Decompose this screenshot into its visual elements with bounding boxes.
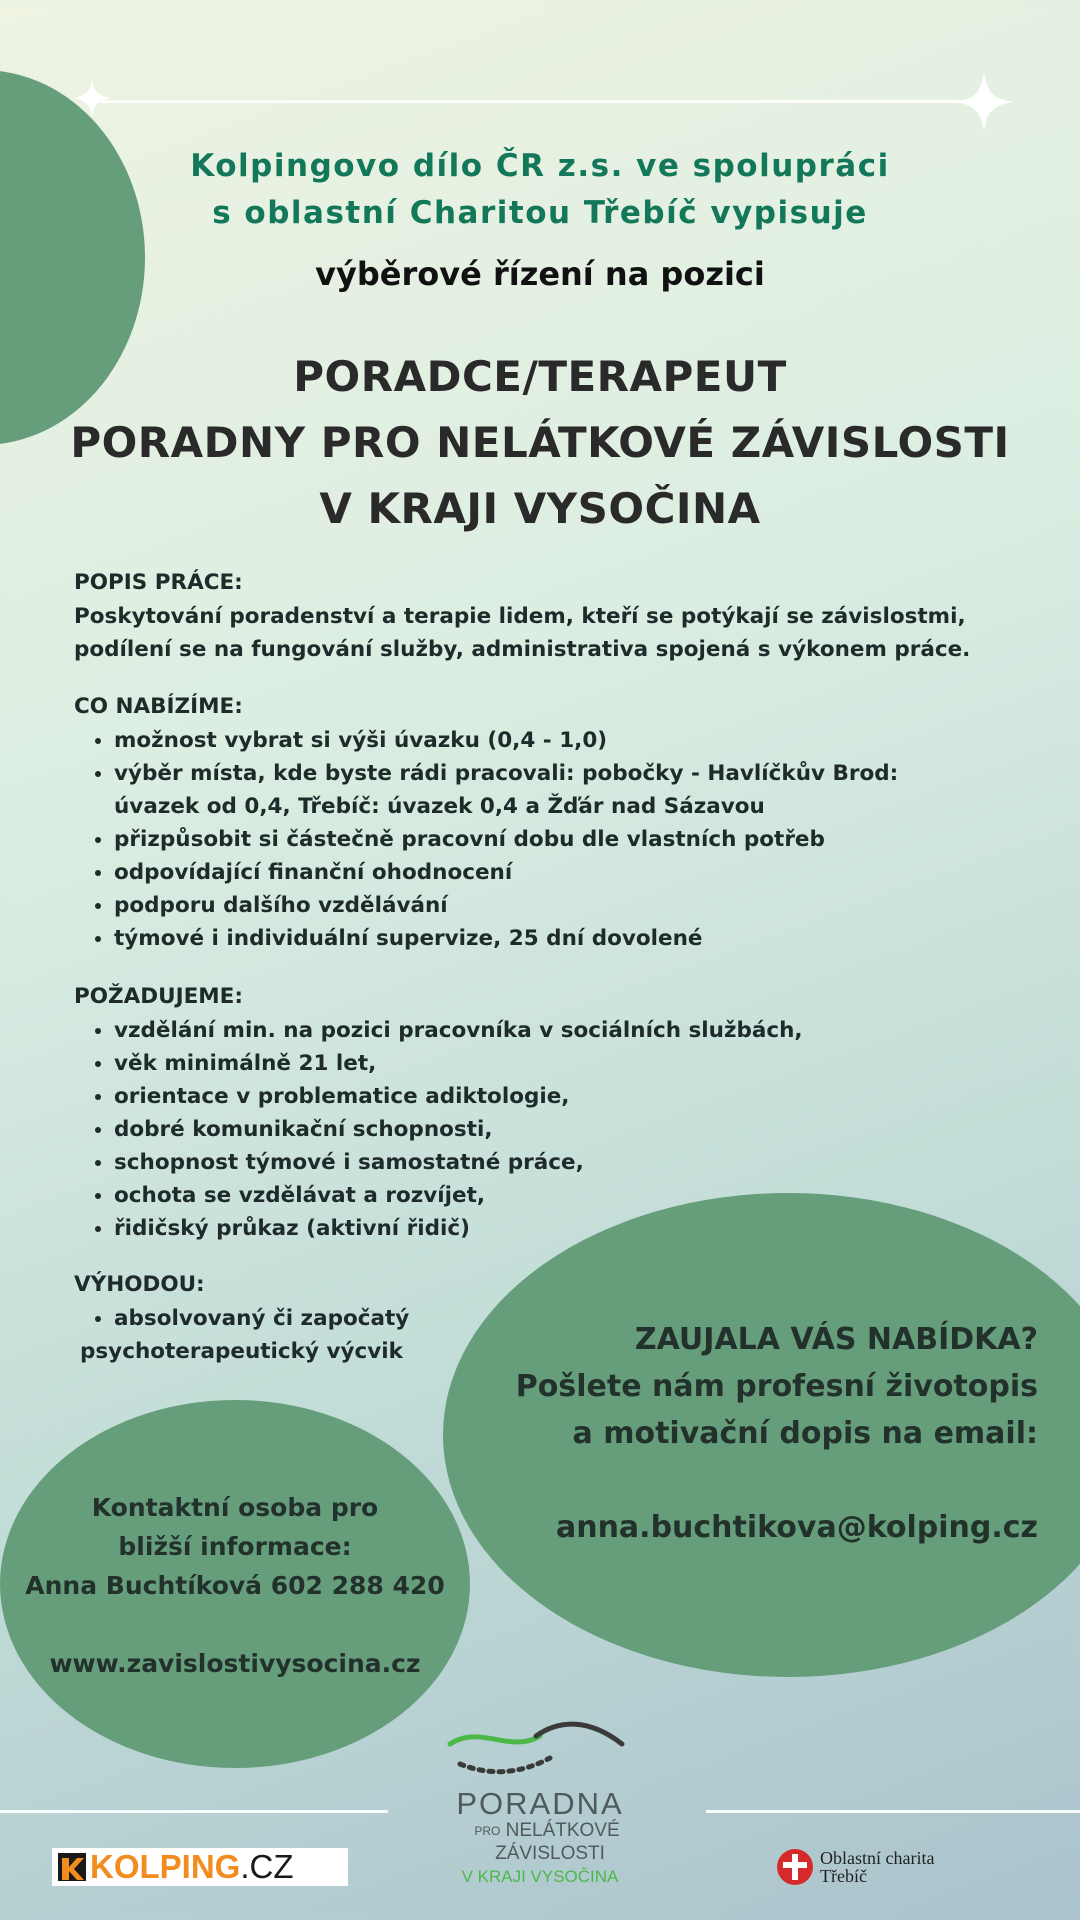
sparkle-icon [72, 78, 112, 118]
cta-line-2: Pošlete nám profesní životopis [515, 1369, 1038, 1404]
charita-cross-icon [776, 1848, 814, 1886]
requirement-item: • vzdělání min. na pozici pracovníka v sociálních službách, [114, 1014, 803, 1047]
kolping-tld: .CZ [240, 1848, 294, 1885]
poradna-wave-icon [440, 1714, 640, 1784]
offer-item [114, 757, 898, 823]
contact-line-1: Kontaktní osoba pro [91, 1493, 379, 1522]
organization-title [0, 143, 1080, 237]
requirement-item: • věk minimálně 21 let, [114, 1047, 803, 1080]
poradna-line-4: V KRAJI VYSOČINA [461, 1867, 619, 1887]
cta-line-3: a motivační dopis na email: [572, 1416, 1038, 1451]
requirements-section [74, 980, 803, 1245]
advantage-item: • absolvovaný či započatý [114, 1302, 409, 1335]
advantage-list [74, 1302, 409, 1335]
footer-divider-left [0, 1810, 388, 1813]
offer-item-line: úvazek od 0,4, Třebíč: úvazek 0,4 a Žďár nad Sázavou [114, 794, 765, 819]
requirement-item: • řidičský průkaz (aktivní řidič) [114, 1212, 803, 1245]
org-line-2: s oblastní Charitou Třebíč vypisuje [212, 195, 868, 231]
contact-line-2: bližší informace: [118, 1532, 352, 1561]
sparkle-icon [954, 72, 1014, 132]
offer-item: • podporu dalšího vzdělávání [114, 889, 898, 922]
offer-heading: CO NABÍZÍME: [74, 694, 243, 719]
position-line-2: PORADNY PRO NELÁTKOVÉ ZÁVISLOSTI [70, 418, 1010, 467]
org-line-1: Kolpingovo dílo ČR z.s. ve spolupráci [190, 148, 890, 184]
charita-logo [776, 1848, 934, 1886]
poradna-line-2: NELÁTKOVÉ [505, 1820, 620, 1842]
position-line-1: PORADCE/TERAPEUT [293, 352, 787, 401]
poradna-pro: PRO [474, 1824, 501, 1838]
position-line-3: V KRAJI VYSOČINA [319, 484, 761, 533]
kolping-logo [52, 1848, 348, 1886]
contact-email-link[interactable]: anna.buchtikova@kolping.cz [555, 1510, 1038, 1545]
top-divider [100, 100, 980, 103]
kolping-k-icon [58, 1853, 86, 1881]
job-description-line-1: Poskytování poradenství a terapie lidem, kteří se potýkají se závislostmi, [74, 604, 966, 629]
contact-person: Anna Buchtíková 602 288 420 [25, 1571, 445, 1600]
contact-info [0, 1488, 470, 1683]
offer-section [74, 690, 898, 955]
offer-item: • týmové i individuální supervize, 25 dní dovolené [114, 922, 898, 955]
offer-item: • odpovídající finanční ohodnocení [114, 856, 898, 889]
requirement-item: • orientace v problematice adiktologie, [114, 1080, 803, 1113]
requirements-heading: POŽADUJEME: [74, 984, 243, 1009]
job-description-heading: POPIS PRÁCE: [74, 570, 243, 595]
advantage-item-continuation: psychoterapeutický výcvik [80, 1339, 403, 1364]
kolping-name: KOLPING [90, 1848, 241, 1885]
call-to-action [516, 1316, 1038, 1551]
requirement-item: • schopnost týmové i samostatné práce, [114, 1146, 803, 1179]
poradna-name: PORADNA [456, 1786, 624, 1821]
cta-line-1: ZAUJALA VÁS NABÍDKA? [634, 1322, 1038, 1357]
job-description-line-2: podílení se na fungování služby, administrativa spojená s výkonem práce. [74, 637, 971, 662]
offer-list [74, 724, 898, 955]
footer-divider-right [706, 1810, 1080, 1813]
advantage-section [74, 1268, 409, 1368]
requirement-item: • ochota se vzdělávat a rozvíjet, [114, 1179, 803, 1212]
website-link[interactable]: www.zavislostivysocina.cz [49, 1649, 421, 1678]
offer-item: • možnost vybrat si výši úvazku (0,4 - 1,0) [114, 724, 898, 757]
requirement-item: • dobré komunikační schopnosti, [114, 1113, 803, 1146]
position-title [0, 344, 1080, 542]
charita-name: Oblastní charita [820, 1848, 935, 1868]
subtitle: výběrové řízení na pozici [315, 255, 765, 293]
advantage-heading: VÝHODOU: [74, 1272, 205, 1297]
poradna-line-3: ZÁVISLOSTI [495, 1843, 605, 1865]
poradna-logo [430, 1786, 650, 1888]
charita-city: Třebíč [820, 1866, 867, 1886]
offer-item: • přizpůsobit si částečně pracovní dobu dle vlastních potřeb [114, 823, 898, 856]
offer-item-line: výběr místa, kde byste rádi pracovali: pobočky - Havlíčkův Brod: [114, 761, 899, 786]
job-description-section [74, 566, 970, 666]
requirements-list [74, 1014, 803, 1245]
